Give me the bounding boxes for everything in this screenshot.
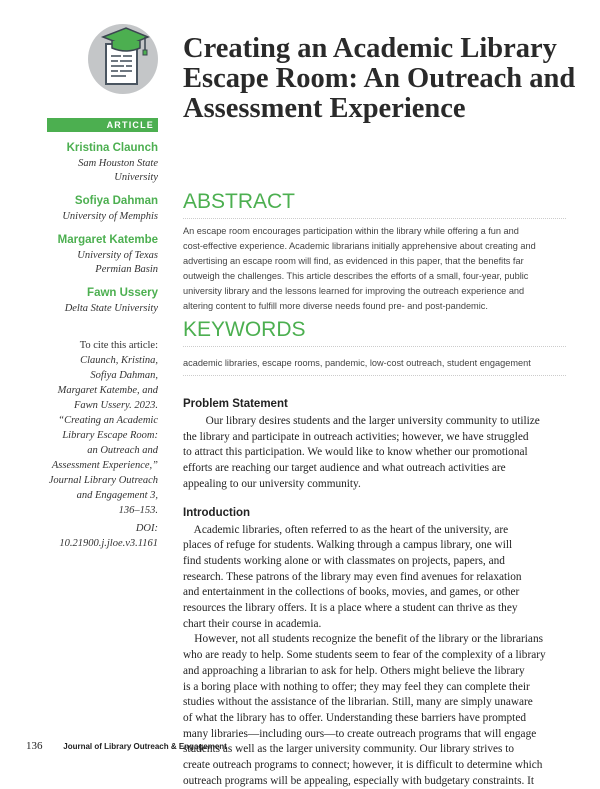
author-name: Margaret Katembe (57, 234, 158, 246)
text-line: create outreach programs to connect; however, it is difficult to determine which (183, 759, 543, 772)
keywords-heading: KEYWORDS (183, 318, 566, 347)
text-line: an Outreach and (87, 445, 158, 456)
author-affiliation: Delta State University (64, 303, 158, 314)
text-line: of what the library has to offer. Understanding these barriers have prompted (183, 711, 526, 724)
author-affiliation: University (114, 172, 158, 183)
author-name: Sofiya Dahman (74, 195, 158, 207)
author-affiliation: Permian Basin (95, 264, 158, 275)
text-line: Margaret Katembe, and (57, 385, 158, 396)
text-line: An escape room encourages participation within the library while offering a fun and (183, 226, 519, 236)
author (10, 234, 158, 277)
author-name: Kristina Claunch (66, 142, 158, 154)
text-line: altering content to fulfill more diverse needs found pre- and post-pandemic. (183, 301, 488, 311)
article-badge: ARTICLE (47, 118, 158, 132)
text-line: many libraries—including ours—to create outreach programs that will engage (183, 727, 537, 740)
author (10, 195, 158, 224)
article-body (183, 398, 568, 789)
text-line: university library and the lessons learned for improving the outreach experience and (183, 286, 525, 296)
text-line: and approaching a librarian to ask for help. Others might believe the library (183, 664, 525, 677)
author (10, 142, 158, 185)
abstract-section (183, 190, 566, 314)
author-affiliation: University of Texas (77, 250, 158, 261)
text-line: chart their course in academia. (183, 617, 322, 630)
doi-link[interactable]: 10.21900.j.jloe.v3.1161 (59, 538, 158, 549)
text-line: to attract this participation. We would like to know whether our promotional (183, 446, 528, 459)
section-text (183, 523, 568, 789)
article-graduation-icon (88, 24, 158, 94)
page-number: 136 (26, 740, 43, 752)
text-line: places of refuge for students. Walking through a campus library, one will (183, 539, 513, 552)
text-line: cost-effective experience. Academic librarians initially apprehensive about creating and (183, 241, 536, 251)
abstract-heading: ABSTRACT (183, 190, 566, 219)
text-line: advertising an escape room will find, as evidenced in this paper, that the benefits far (183, 256, 524, 266)
text-line: is a boring place with nothing to offer; they may feel they can complete their (183, 680, 530, 693)
text-line: find students working alone or with classmates on projects, papers, and (183, 554, 505, 567)
text-line: students as well as the larger university community. Our library strives to (183, 743, 514, 756)
section-heading: Introduction (183, 506, 251, 519)
keywords-text: academic libraries, escape rooms, pandemic, low-cost outreach, student engagement (183, 356, 566, 376)
author-name: Fawn Ussery (87, 287, 158, 299)
journal-name: Journal of Library Outreach & Engagement (63, 742, 227, 751)
author-affiliation: Sam Houston State (78, 158, 158, 169)
author-affiliation: University of Memphis (62, 211, 158, 222)
text-line: and entertainment in the collections of books, movies, and games, or other (183, 586, 520, 599)
text-line: studies without the assistance of the librarian. Still, many are simply unaware (183, 696, 533, 709)
abstract-text (183, 224, 566, 314)
text-line: Our library desires students and the larger university community to utilize (183, 415, 540, 427)
text-line: 136–153. (118, 505, 158, 516)
text-line: outweigh the challenges. This article describes the efforts of a small, four-year, public (183, 271, 529, 281)
section-heading: Problem Statement (183, 398, 288, 410)
page-footer (26, 740, 227, 752)
citation (10, 338, 158, 551)
text-line: Fawn Ussery. 2023. (74, 400, 158, 411)
doi-label: DOI: (135, 523, 158, 534)
text-line: “Creating an Academic (58, 415, 158, 426)
text-line: resources the library offers. It is a place where a student can thrive as they (183, 602, 518, 615)
text-line: outreach programs will be appealing, especially with budgetary constraints. It (183, 774, 535, 787)
text-line: Journal Library Outreach (48, 475, 158, 486)
keywords-section (183, 318, 566, 376)
author (10, 287, 158, 316)
citation-text (10, 353, 158, 518)
sidebar (10, 118, 158, 551)
text-line: Claunch, Kristina, (80, 355, 158, 366)
text-line: and Engagement 3, (76, 490, 158, 501)
text-line: research. These patrons of the library may even find avenues for relaxation (183, 570, 522, 583)
section-text (183, 414, 568, 493)
text-line: Sofiya Dahman, (90, 370, 158, 381)
text-line: who are ready to help. Some students seem to fear of the complexity of a library (183, 649, 546, 662)
text-line: Assessment Experience,” (51, 460, 158, 471)
text-line: Academic libraries, often referred to as the heart of the university, are (183, 523, 509, 536)
text-line: However, not all students recognize the benefit of the library or the librarians (183, 633, 543, 646)
text-line: appealing to our university community. (183, 477, 361, 490)
text-line: Library Escape Room: (62, 430, 158, 441)
text-line: efforts are reaching our target audience and what outreach activities are (183, 462, 506, 475)
text-line: the library and participate in outreach activities; however, we have struggled (183, 430, 529, 443)
article-title: Creating an Academic Library Escape Room: An Outreach and Assessment Experience (183, 33, 576, 124)
citation-heading: To cite this article: (79, 340, 158, 351)
